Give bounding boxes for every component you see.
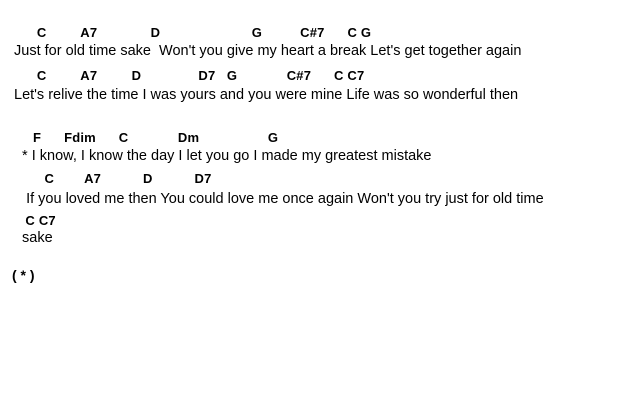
repeat-marker: ( * ) — [12, 267, 35, 283]
lyric-line-chorus-1: * I know, I know the day I let you go I made my greatest mistake — [14, 148, 432, 164]
lyric-line-verse-1: Just for old time sake Won't you give my heart a break Let's get together again — [14, 43, 522, 59]
chord-line-chorus-2: C A7 D D7 — [14, 171, 212, 186]
lyric-line-chorus-3: sake — [14, 230, 53, 246]
chord-line-verse-1: C A7 D G C#7 C G — [14, 25, 372, 40]
chord-line-chorus-1: F Fdim C Dm G — [14, 130, 279, 145]
lyric-line-chorus-2: If you loved me then You could love me once again Won't you try just for old time — [14, 191, 544, 207]
chord-line-verse-2: C A7 D D7 G C#7 C C7 — [14, 68, 365, 83]
lyric-line-verse-2: Let's relive the time I was yours and you were mine Life was so wonderful then — [14, 87, 519, 103]
chord-line-chorus-3: C C7 — [14, 213, 56, 228]
